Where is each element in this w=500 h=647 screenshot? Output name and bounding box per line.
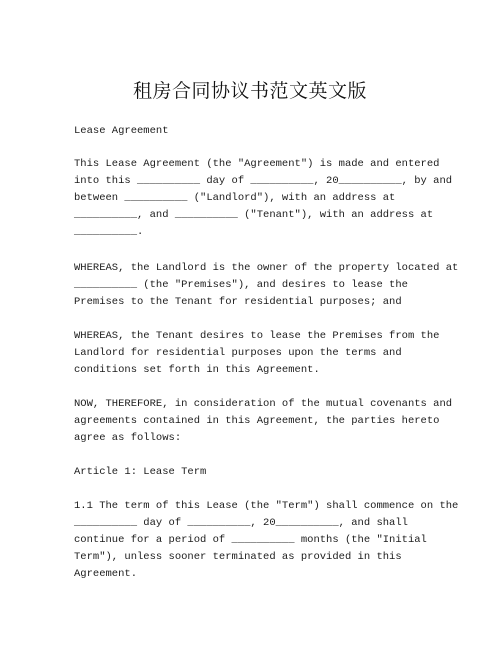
intro-line: into this __________ day of __________, 20__________, by and <box>74 175 453 187</box>
intro-line: __________, and __________ ("Tenant"), with an address at <box>74 209 434 221</box>
article-1-heading <box>74 464 434 481</box>
term-line: __________ day of __________, 20__________, and shall <box>74 517 408 529</box>
term-line: 1.1 The term of this Lease (the "Term") shall commence on the <box>74 500 459 512</box>
whereas-line: WHEREAS, the Landlord is the owner of the property located at <box>74 262 459 274</box>
whereas-line: Premises to the Tenant for residential purposes; and <box>74 296 402 308</box>
whereas-line: Landlord for residential purposes upon the terms and <box>74 347 402 359</box>
now-therefore-paragraph <box>74 396 453 447</box>
intro-paragraph <box>74 156 453 241</box>
term-line: Agreement. <box>74 568 138 580</box>
whereas-landlord-paragraph <box>74 260 459 311</box>
intro-line: between __________ ("Landlord"), with an address at <box>74 192 396 204</box>
heading-text: Lease Agreement <box>74 125 169 137</box>
lease-agreement-heading <box>74 123 434 140</box>
term-line: Term"), unless sooner terminated as provided in this <box>74 551 402 563</box>
whereas-line: conditions set forth in this Agreement. <box>74 364 320 376</box>
article-heading-text: Article 1: Lease Term <box>74 466 207 478</box>
document-title: 租房合同协议书范文英文版 <box>132 80 367 102</box>
now-line: agreements contained in this Agreement, the parties hereto <box>74 415 440 427</box>
term-line: continue for a period of __________ months (the "Initial <box>74 534 427 546</box>
whereas-tenant-paragraph <box>74 328 440 379</box>
lease-term-paragraph <box>74 498 459 583</box>
now-line: agree as follows: <box>74 432 182 444</box>
intro-line: __________. <box>74 226 144 238</box>
whereas-line: WHEREAS, the Tenant desires to lease the Premises from the <box>74 330 440 342</box>
whereas-line: __________ (the "Premises"), and desires to lease the <box>74 279 408 291</box>
intro-line: This Lease Agreement (the "Agreement") is made and entered <box>74 158 440 170</box>
now-line: NOW, THEREFORE, in consideration of the mutual covenants and <box>74 398 453 410</box>
